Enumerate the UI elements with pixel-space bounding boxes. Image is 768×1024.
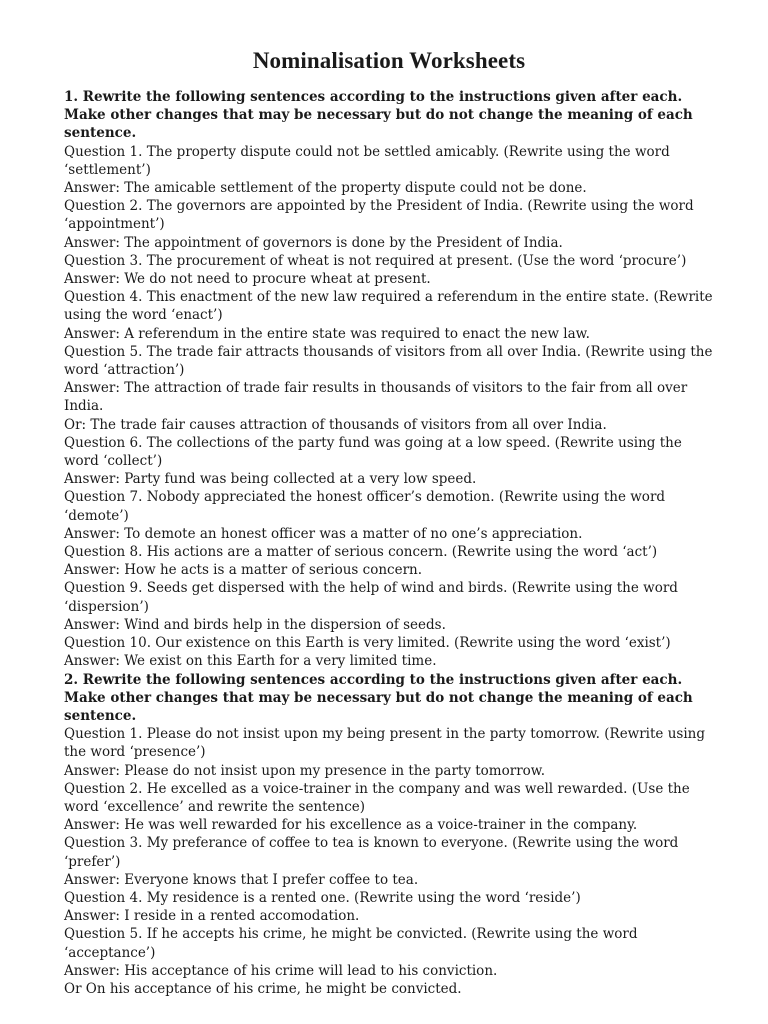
answer-line: Answer: How he acts is a matter of serious concern. [64, 562, 423, 579]
answer-line: Answer: He was well rewarded for his excellence as a voice-trainer in the company. [64, 817, 638, 834]
question-line: Question 9. Seeds get dispersed with the help of wind and birds. (Rewrite using the word ‘dispersion’) [64, 580, 678, 615]
answer-line: Answer: A referendum in the entire state was required to enact the new law. [64, 325, 590, 342]
question-line: Question 10. Our existence on this Earth is very limited. (Rewrite using the word ‘exist’) [64, 635, 671, 652]
answer-line: Or: The trade fair causes attraction of thousands of visitors from all over India. [64, 416, 607, 433]
question-line: Question 6. The collections of the party fund was going at a low speed. (Rewrite using the word ‘collect’) [64, 434, 682, 470]
page-title: Nominalisation Worksheets [252, 48, 526, 73]
answer-line: Or On his acceptance of his crime, he might be convicted. [64, 980, 462, 997]
question-line: Question 8. His actions are a matter of serious concern. (Rewrite using the word ‘act’) [64, 544, 658, 561]
answer-line: Answer: The appointment of governors is done by the President of India. [64, 234, 563, 251]
answer-line: Answer: Everyone knows that I prefer coffee to tea. [64, 871, 419, 888]
worksheet-section [64, 671, 714, 999]
answer-line: Answer: The attraction of trade fair results in thousands of visitors to the fair from all over India. [64, 380, 688, 415]
answer-line: Answer: We do not need to procure wheat at present. [64, 271, 431, 288]
answer-line: Answer: We exist on this Earth for a very limited time. [64, 653, 437, 670]
question-line: Question 4. This enactment of the new law required a referendum in the entire state. (Rewrite using the word ‘enact’) [64, 289, 713, 324]
question-line: Question 4. My residence is a rented one. (Rewrite using the word ‘reside’) [64, 889, 581, 906]
answer-line: Answer: Wind and birds help in the dispersion of seeds. [64, 616, 446, 633]
answer-line: Answer: The amicable settlement of the property dispute could not be done. [64, 180, 587, 197]
question-line: Question 2. He excelled as a voice-trainer in the company and was well rewarded. (Use the word ‘excellence’ and rewrite the sentence) [64, 780, 690, 815]
question-line: Question 1. Please do not insist upon my being present in the party tomorrow. (Rewrite using the word ‘presence’) [64, 726, 705, 761]
question-line: Question 3. The procurement of wheat is not required at present. (Use the word ‘procure’) [64, 252, 687, 269]
question-line: Question 5. If he accepts his crime, he might be convicted. (Rewrite using the word ‘acceptance’) [64, 926, 638, 961]
worksheet-section [64, 88, 714, 671]
question-line: Question 5. The trade fair attracts thousands of visitors from all over India. (Rewrite using the word ‘attraction’) [64, 343, 713, 379]
worksheet-content [64, 88, 714, 998]
question-line: Question 3. My preferance of coffee to tea is known to everyone. (Rewrite using the word ‘prefer’) [64, 835, 679, 870]
question-line: Question 1. The property dispute could not be settled amicably. (Rewrite using the word ‘settlement’) [64, 143, 670, 178]
answer-line: Answer: To demote an honest officer was a matter of no one’s appreciation. [64, 525, 583, 542]
answer-line: Answer: I reside in a rented accomodation. [64, 908, 360, 925]
section-instruction: 1. Rewrite the following sentences according to the instructions given after each. Make other changes that may be necessary but do not change the meaning of each sentence. [64, 89, 693, 142]
worksheet-page [64, 40, 714, 998]
answer-line: Answer: His acceptance of his crime will lead to his conviction. [64, 962, 498, 979]
answer-line: Answer: Please do not insist upon my presence in the party tomorrow. [64, 762, 546, 779]
answer-line: Answer: Party fund was being collected at a very low speed. [64, 471, 477, 488]
question-line: Question 2. The governors are appointed by the President of India. (Rewrite using the word ‘appointment’) [64, 198, 694, 233]
question-line: Question 7. Nobody appreciated the honest officer’s demotion. (Rewrite using the word ‘demote’) [64, 489, 666, 524]
section-instruction: 2. Rewrite the following sentences according to the instructions given after each. Make other changes that may be necessary but do not change the meaning of each sentence. [64, 671, 693, 724]
